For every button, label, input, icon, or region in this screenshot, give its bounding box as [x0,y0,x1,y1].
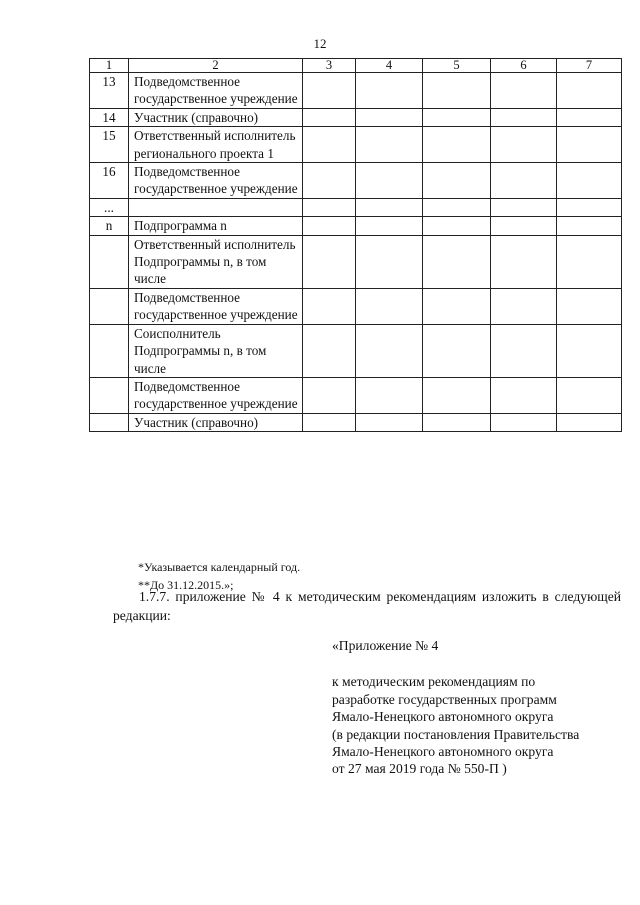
footnote-date: **До 31.12.2015.»; [138,578,234,592]
value-cell [356,217,423,235]
program-table [89,58,622,432]
value-cell [356,235,423,288]
table-row [90,108,622,126]
value-cell [356,377,423,413]
value-cell [491,163,557,199]
table-row [90,377,622,413]
table-row [90,413,622,431]
value-cell [491,288,557,324]
footnote-calendar-year: *Указывается календарный год. [138,560,301,574]
value-cell [557,377,622,413]
amendment-text: 1.7.7. приложение № 4 к методическим рекомендациям изложить в следующей редакции: [113,589,621,623]
value-cell [423,217,491,235]
row-name: Участник (справочно) [129,108,303,126]
row-number: 16 [90,163,129,199]
value-cell [423,235,491,288]
value-cell [303,377,356,413]
value-cell [303,288,356,324]
value-cell [303,217,356,235]
row-name: Ответственный исполнитель Подпрограммы n, в том числе [129,235,303,288]
row-number [90,377,129,413]
value-cell [356,413,423,431]
appendix-line: к методическим рекомендациям по [332,674,536,690]
value-cell [423,413,491,431]
value-cell [557,127,622,163]
value-cell [423,163,491,199]
value-cell [491,377,557,413]
value-cell [557,73,622,109]
value-cell [356,73,423,109]
value-cell [303,73,356,109]
table-row [90,127,622,163]
row-name: Соисполнитель Подпрограммы n, в том числе [129,324,303,377]
row-number: 14 [90,108,129,126]
value-cell [303,108,356,126]
value-cell [557,288,622,324]
table-row [90,235,622,288]
appendix-title: «Приложение № 4 [332,638,439,653]
row-number: ... [90,198,129,216]
value-cell [423,377,491,413]
row-name: Подведомственное государственное учреждение [129,163,303,199]
value-cell [491,127,557,163]
value-cell [303,235,356,288]
appendix-line: разработке государственных программ [332,691,557,707]
value-cell [491,235,557,288]
value-cell [423,198,491,216]
value-cell [491,108,557,126]
page-number: 12 [313,36,327,51]
column-header: 6 [491,59,557,73]
table-row [90,324,622,377]
value-cell [356,324,423,377]
value-cell [491,217,557,235]
value-cell [356,198,423,216]
value-cell [303,163,356,199]
row-name: Подпрограмма n [129,217,303,235]
column-header: 2 [129,59,303,73]
row-number [90,235,129,288]
value-cell [557,413,622,431]
row-number [90,288,129,324]
column-header: 4 [356,59,423,73]
value-cell [303,413,356,431]
row-number: n [90,217,129,235]
table-row [90,198,622,216]
table-row [90,217,622,235]
value-cell [557,324,622,377]
value-cell [557,198,622,216]
value-cell [356,288,423,324]
column-header: 1 [90,59,129,73]
value-cell [423,324,491,377]
appendix-header [332,637,622,778]
appendix-line: Ямало-Ненецкого автономного округа [332,744,554,760]
value-cell [303,324,356,377]
value-cell [423,288,491,324]
value-cell [491,198,557,216]
value-cell [356,127,423,163]
value-cell [356,108,423,126]
value-cell [557,108,622,126]
row-name: Подведомственное государственное учреждение [129,288,303,324]
value-cell [423,127,491,163]
value-cell [491,413,557,431]
value-cell [356,163,423,199]
value-cell [557,217,622,235]
amendment-paragraph [113,587,621,625]
row-name: Участник (справочно) [129,413,303,431]
row-number: 13 [90,73,129,109]
row-name: Подведомственное государственное учреждение [129,377,303,413]
column-header: 3 [303,59,356,73]
row-name: Ответственный исполнитель регионального проекта 1 [129,127,303,163]
table-row [90,288,622,324]
value-cell [557,235,622,288]
row-name [129,198,303,216]
column-header: 7 [557,59,622,73]
table-header-row [90,59,622,73]
row-name: Подведомственное государственное учреждение [129,73,303,109]
appendix-line: от 27 мая 2019 года № 550-П ) [332,761,507,777]
value-cell [303,198,356,216]
table-row [90,163,622,199]
value-cell [303,127,356,163]
value-cell [423,73,491,109]
row-number: 15 [90,127,129,163]
value-cell [557,163,622,199]
row-number [90,413,129,431]
appendix-line: Ямало-Ненецкого автономного округа [332,709,554,725]
column-header: 5 [423,59,491,73]
appendix-line: (в редакции постановления Правительства [332,726,580,742]
value-cell [491,73,557,109]
table-row [90,73,622,109]
row-number [90,324,129,377]
value-cell [491,324,557,377]
value-cell [423,108,491,126]
